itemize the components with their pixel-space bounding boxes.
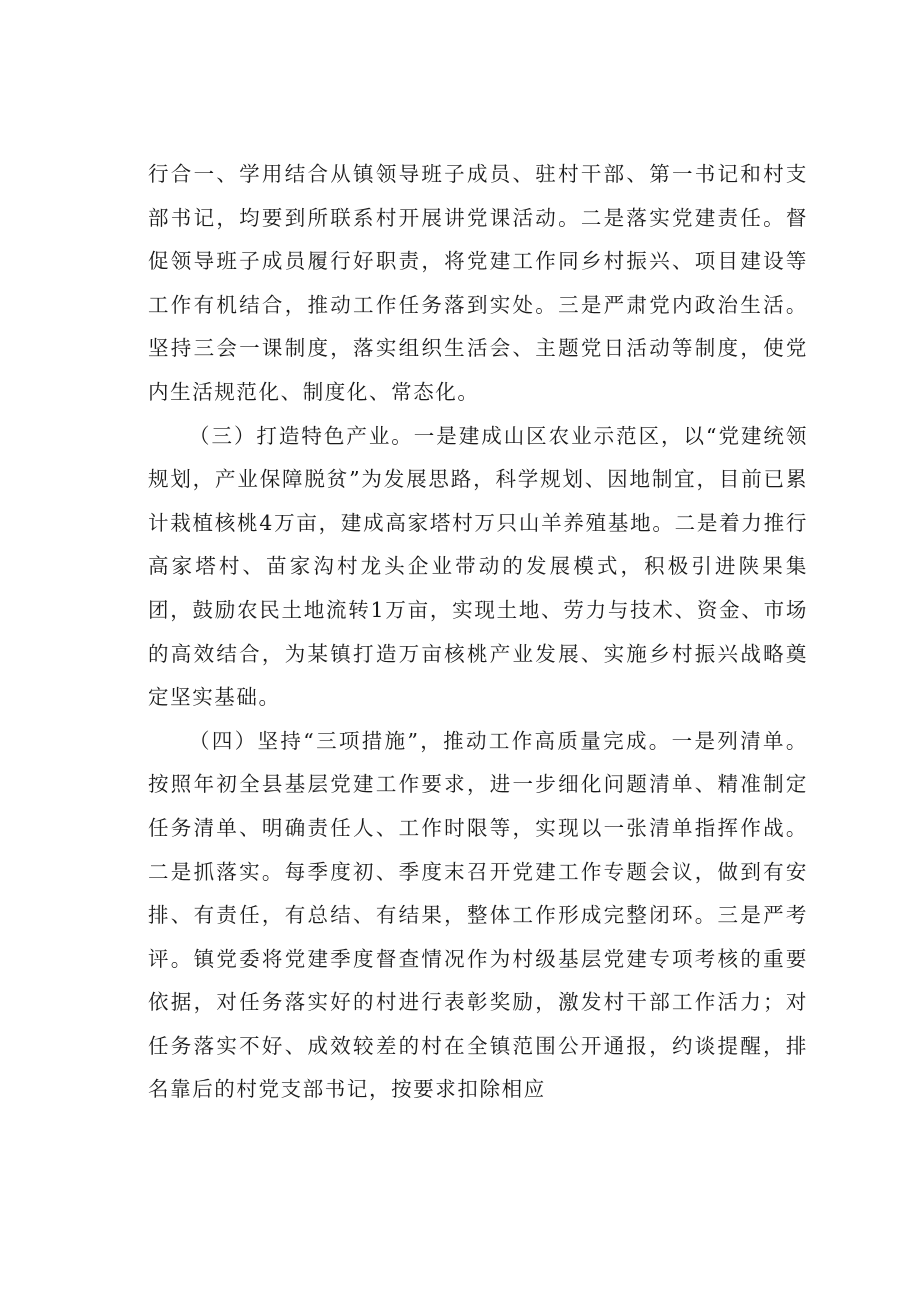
document-body xyxy=(148,153,808,1112)
paragraph-continuation: 行合一、学用结合从镇领导班子成员、驻村干部、第一书记和村支部书记，均要到所联系村开展讲党课活动。二是落实党建责任。督促领导班子成员履行好职责，将党建工作同乡村振兴、项目建设等工作有机结合，推动工作任务落到实处。三是严肃党内政治生活。坚持三会一课制度，落实组织生活会、主题党日活动等制度，使党内生活规范化、制度化、常态化。 xyxy=(148,162,808,404)
paragraph-section-four: （四）坚持“三项措施”，推动工作高质量完成。一是列清单。按照年初全县基层党建工作要求，进一步细化问题清单、精准制定任务清单、明确责任人、工作时限等，实现以一张清单指挥作战。二是抓落实。每季度初、季度末召开党建工作专题会议，做到有安排、有责任，有总结、有结果，整体工作形成完整闭环。三是严考评。镇党委将党建季度督查情况作为村级基层党建专项考核的重要依据，对任务落实好的村进行表彰奖励，激发村干部工作活力；对任务落实不好、成效较差的村在全镇范围公开通报，约谈提醒，排名靠后的村党支部书记，按要求扣除相应 xyxy=(148,728,808,1102)
paragraph-section-three: （三）打造特色产业。一是建成山区农业示范区，以“党建统领规划，产业保障脱贫”为发展思路，科学规划、因地制宜，目前已累计栽植核桃4万亩，建成高家塔村万只山羊养殖基地。二是着力推行高家塔村、苗家沟村龙头企业带动的发展模式，积极引进陕果集团，鼓励农民土地流转1万亩，实现土地、劳力与技术、资金、市场的高效结合，为某镇打造万亩核桃产业发展、实施乡村振兴战略奠定坚实基础。 xyxy=(148,423,808,710)
